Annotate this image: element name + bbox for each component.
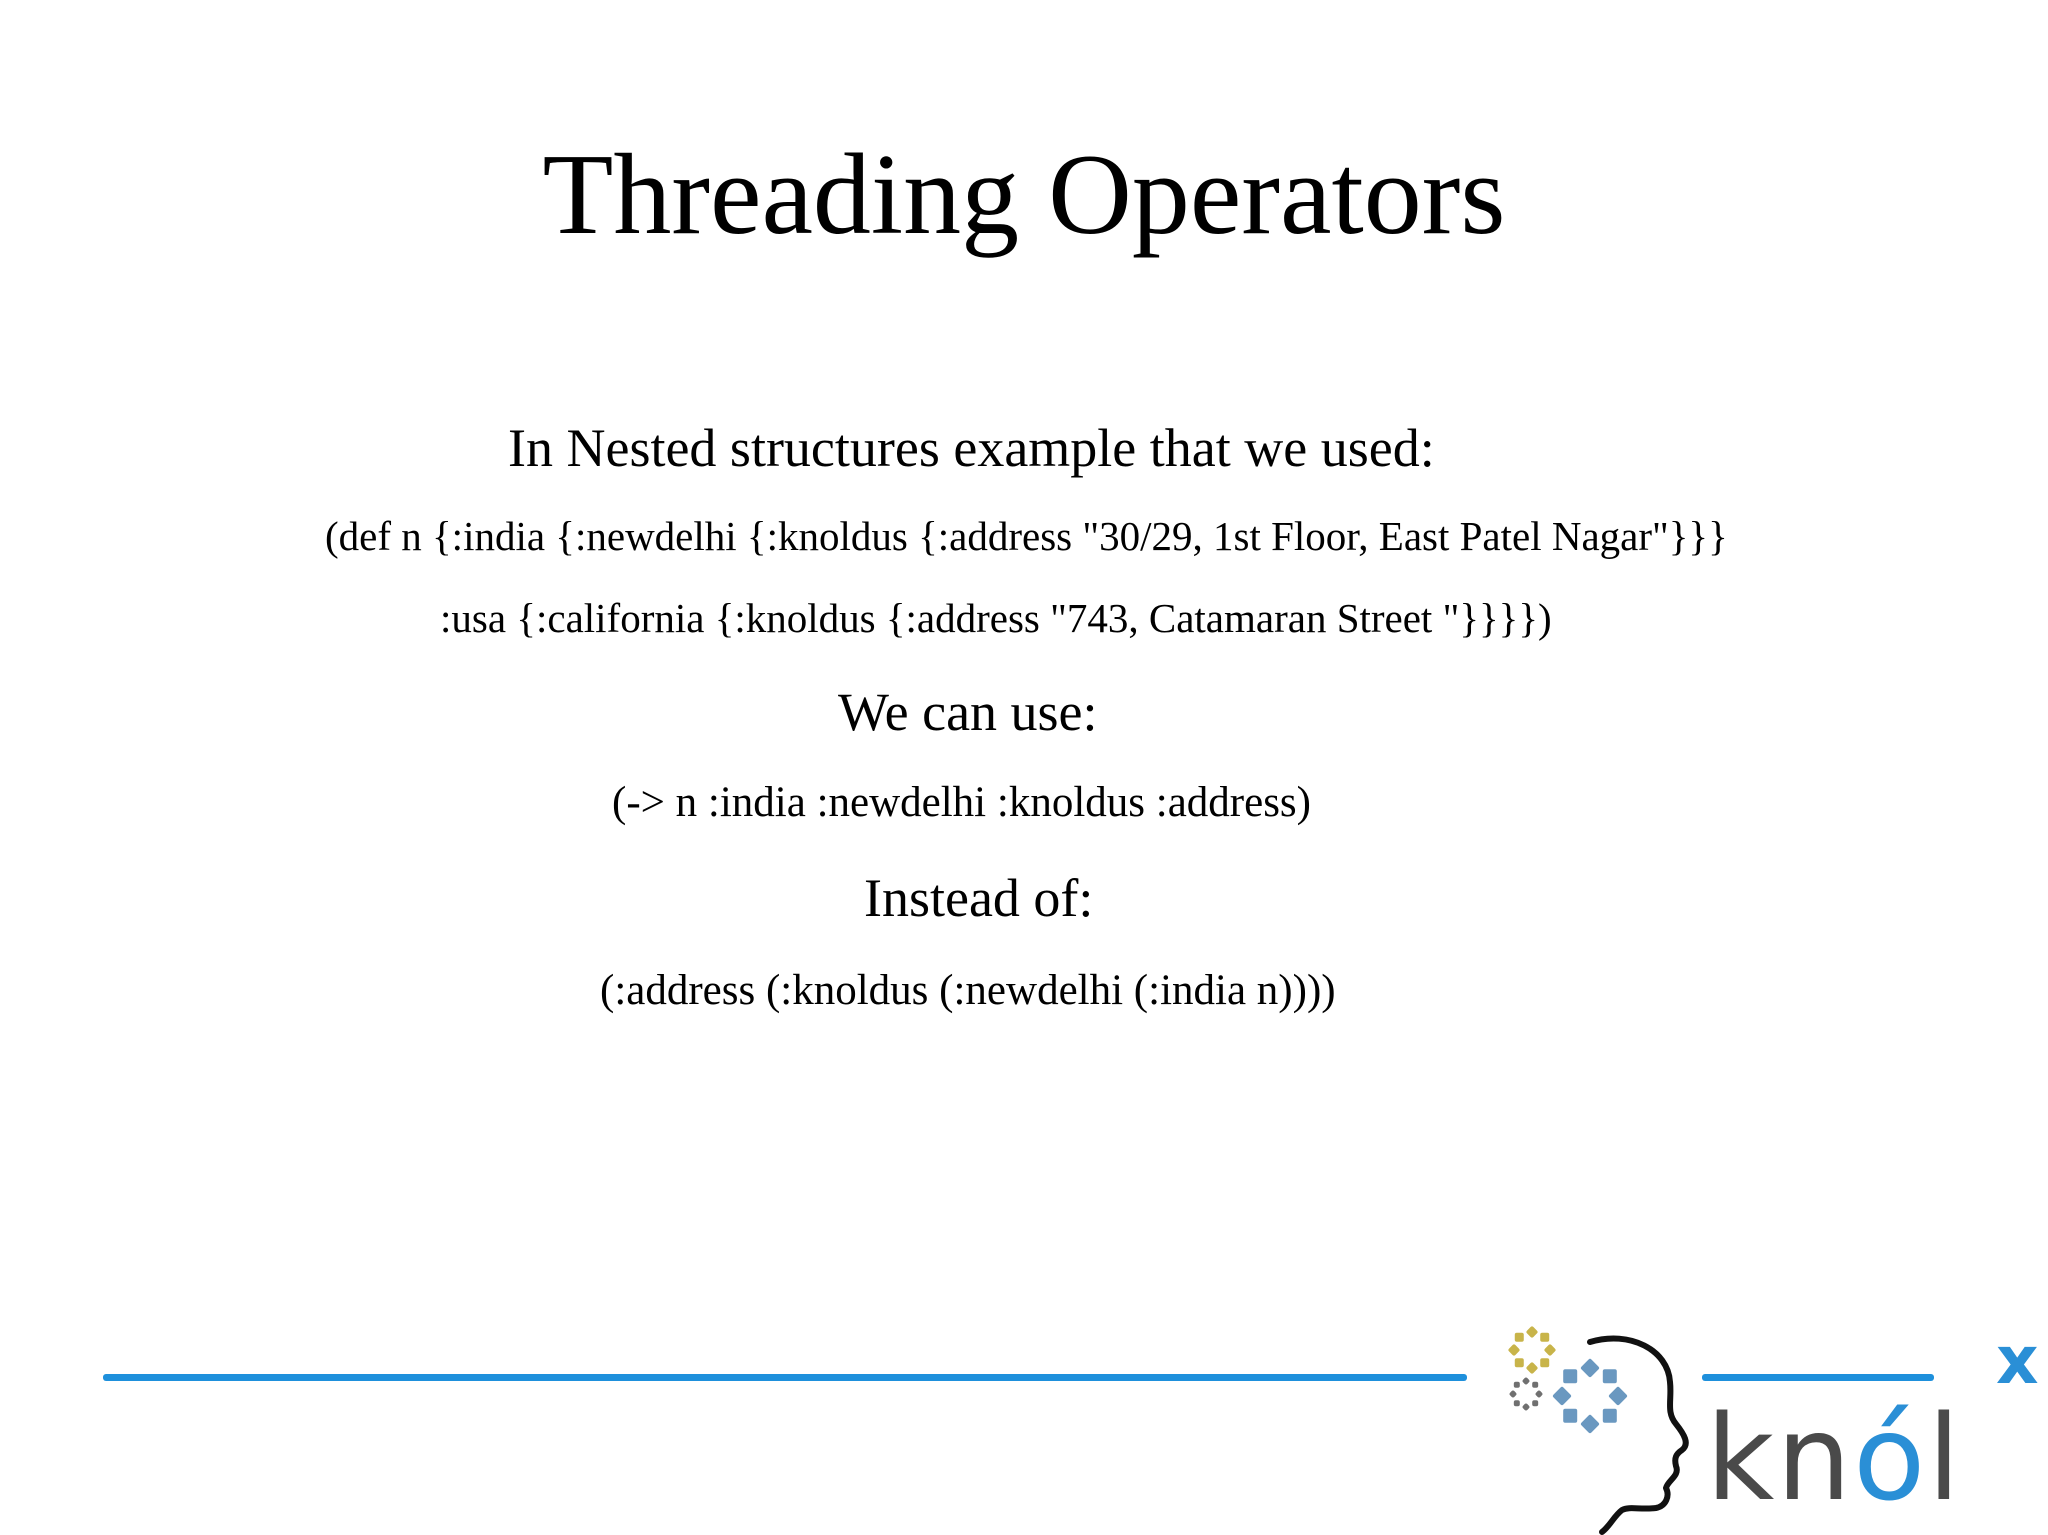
- gear-gray-tooth: [1514, 1382, 1520, 1388]
- head-with-gears-icon: [1490, 1320, 1710, 1535]
- footer-rule-left: [103, 1374, 1467, 1381]
- blue-gear-icon: [1552, 1358, 1628, 1434]
- we-can-use-text: We can use:: [838, 682, 1098, 742]
- gear-gold-tooth: [1508, 1344, 1521, 1357]
- intro-text: In Nested structures example that we used:: [508, 418, 1435, 478]
- gear-blue-tooth: [1580, 1414, 1600, 1434]
- gear-gray-tooth: [1532, 1400, 1538, 1406]
- gear-gold-tooth: [1526, 1362, 1539, 1375]
- code-line-1: (def n {:india {:newdelhi {:knoldus {:address "30/29, 1st Floor, East Patel Nagar"}}}: [325, 513, 1728, 559]
- gear-gray-tooth: [1514, 1400, 1520, 1406]
- gear-blue-tooth: [1603, 1369, 1617, 1383]
- gold-gear-icon: [1508, 1326, 1557, 1375]
- logo-word-suffix: l: [1927, 1389, 1963, 1527]
- gear-blue-tooth: [1563, 1409, 1577, 1423]
- logo-wordmark: [1706, 1389, 1963, 1527]
- gear-gray-tooth: [1532, 1382, 1538, 1388]
- gear-gold-tooth: [1515, 1358, 1524, 1367]
- gray-gear-icon: [1509, 1377, 1543, 1411]
- instead-of-text: Instead of:: [864, 868, 1094, 928]
- gear-gray-tooth: [1509, 1390, 1517, 1398]
- gear-gray-tooth: [1522, 1403, 1530, 1411]
- gear-gold-tooth: [1540, 1333, 1549, 1342]
- gear-gold-tooth: [1540, 1358, 1549, 1367]
- gear-gold-tooth: [1544, 1344, 1557, 1357]
- logo-superscript-x: x: [1996, 1322, 2039, 1399]
- nested-code: (:address (:knoldus (:newdelhi (:india n)))): [600, 967, 1336, 1014]
- gear-gold-tooth: [1515, 1333, 1524, 1342]
- gear-blue-tooth: [1563, 1369, 1577, 1383]
- gear-gray-tooth: [1535, 1390, 1543, 1398]
- gear-gray-tooth: [1522, 1377, 1530, 1385]
- gear-gold-tooth: [1526, 1326, 1539, 1339]
- knolx-logo: [1490, 1320, 2048, 1535]
- gear-blue-tooth: [1580, 1358, 1600, 1378]
- gear-blue-tooth: [1552, 1386, 1572, 1406]
- gear-blue-tooth: [1603, 1409, 1617, 1423]
- threaded-code: (-> n :india :newdelhi :knoldus :address): [612, 779, 1311, 826]
- logo-word-prefix: kn: [1706, 1389, 1854, 1527]
- code-line-2: :usa {:california {:knoldus {:address "743, Catamaran Street "}}}}): [440, 595, 1552, 641]
- head-profile-icon: [1590, 1338, 1686, 1532]
- logo-word-accent: ó: [1853, 1389, 1928, 1527]
- gear-blue-tooth: [1608, 1386, 1628, 1406]
- slide-title: Threading Operators: [542, 131, 1506, 259]
